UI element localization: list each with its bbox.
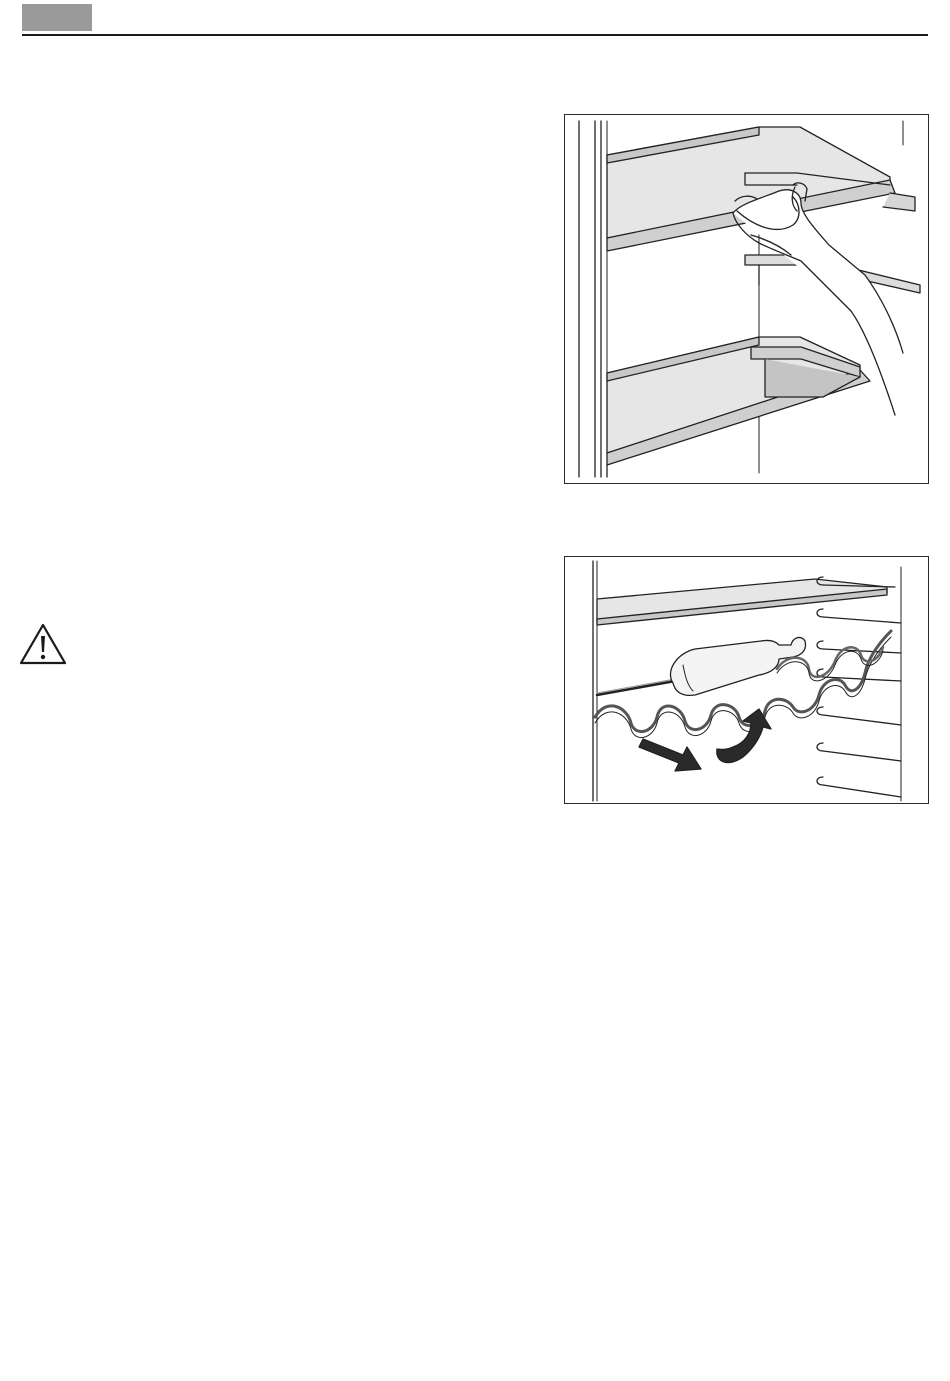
bottle-rack-illustration <box>564 556 929 804</box>
warning-triangle-icon <box>18 622 68 666</box>
shelf-removal-drawing <box>565 115 928 483</box>
shelf-removal-illustration <box>564 114 929 484</box>
bottle-rack-drawing <box>565 557 928 803</box>
header-rule <box>22 34 928 36</box>
header-tab <box>22 4 92 31</box>
